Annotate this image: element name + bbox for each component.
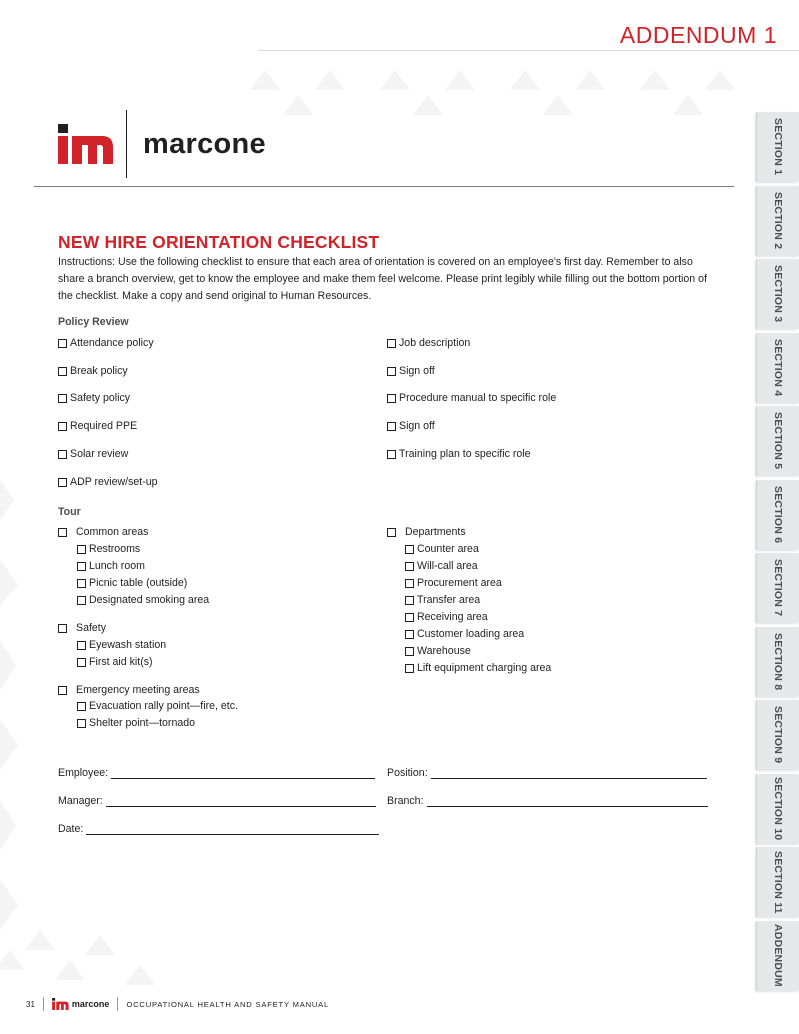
field-label: Manager: [58, 795, 103, 807]
tab-addendum[interactable] [756, 921, 799, 991]
tab-label: SECTION 5 [772, 412, 784, 470]
checkbox[interactable] [405, 562, 414, 571]
group-label: Departments [405, 526, 466, 538]
checkbox[interactable] [387, 367, 396, 376]
item-label: Receiving area [417, 611, 488, 623]
tour-heading: Tour [58, 506, 81, 518]
checkbox[interactable] [387, 422, 396, 431]
tab-section-3[interactable] [756, 259, 799, 329]
footer-divider [117, 997, 118, 1011]
tab-section-8[interactable] [756, 627, 799, 697]
item-label: Warehouse [417, 645, 471, 657]
item-label: Procedure manual to specific role [399, 392, 557, 404]
item-label: Sign off [399, 420, 435, 432]
item-label: Procurement area [417, 577, 502, 589]
position-line[interactable] [431, 767, 707, 779]
tab-label: ADDENDUM [772, 924, 784, 987]
section-tabs [756, 112, 799, 994]
tab-label: SECTION 10 [772, 776, 784, 841]
tab-section-4[interactable] [756, 333, 799, 403]
marcone-m-icon [58, 124, 114, 164]
item-label: Restrooms [89, 543, 141, 555]
employee-field[interactable] [58, 767, 375, 779]
checklist-item[interactable] [405, 577, 502, 589]
date-line[interactable] [86, 823, 379, 835]
branch-field[interactable] [387, 795, 708, 807]
tab-label: SECTION 7 [772, 559, 784, 617]
checklist-item[interactable] [405, 594, 480, 606]
checklist-item[interactable] [77, 560, 145, 572]
checklist-group-departments[interactable] [387, 526, 466, 538]
marcone-m-icon [52, 998, 69, 1010]
checkbox[interactable] [77, 562, 86, 571]
checklist-item[interactable] [405, 611, 488, 623]
tab-label: SECTION 9 [772, 706, 784, 764]
checklist-group-common-areas[interactable] [58, 526, 148, 538]
checklist-item[interactable] [405, 543, 479, 555]
checklist-item[interactable] [77, 700, 238, 712]
item-label: Break policy [70, 365, 128, 377]
footer-wordmark: marcone [71, 999, 110, 1009]
checkbox[interactable] [405, 579, 414, 588]
instructions-text: Instructions: Use the following checklist to ensure that each area of orientation is covered on an employee's first day. Remember to also share a branch overview, get to know the employee and make them feel welcome. Please print legibly while filling out the bottom portion of the checklist. Make a copy and send original to Human Resources. [58, 256, 707, 303]
checkbox[interactable] [405, 647, 414, 656]
tab-label: SECTION 6 [772, 485, 784, 544]
checklist-item[interactable] [387, 365, 435, 377]
checkbox[interactable] [77, 641, 86, 650]
employee-line[interactable] [111, 767, 375, 779]
field-label: Branch: [387, 795, 424, 807]
page-footer [26, 996, 329, 1012]
item-label: First aid kit(s) [89, 656, 153, 668]
checklist-item[interactable] [77, 543, 140, 555]
tab-label: SECTION 8 [772, 632, 784, 691]
item-label: Counter area [417, 543, 479, 555]
item-label: Required PPE [70, 420, 138, 432]
manager-line[interactable] [106, 795, 376, 807]
policy-review-heading: Policy Review [58, 316, 129, 328]
item-label: Evacuation rally point—fire, etc. [89, 700, 238, 712]
tab-label: SECTION 3 [772, 265, 784, 323]
marcone-logo [58, 110, 266, 178]
checklist-item[interactable] [387, 392, 556, 404]
checklist-item[interactable] [405, 662, 551, 674]
item-label: Lift equipment charging area [417, 662, 552, 674]
branch-line[interactable] [427, 795, 708, 807]
checkbox[interactable] [58, 422, 67, 431]
checklist-item[interactable] [58, 420, 137, 432]
group-label: Common areas [76, 526, 149, 538]
checkbox[interactable] [58, 450, 67, 459]
page-title: NEW HIRE ORIENTATION CHECKLIST [58, 232, 380, 252]
checklist-item[interactable] [387, 337, 470, 349]
checkbox[interactable] [58, 686, 67, 695]
tab-label: SECTION 11 [772, 850, 784, 914]
field-label: Date: [58, 823, 84, 835]
manager-field[interactable] [58, 795, 376, 807]
checkbox[interactable] [405, 545, 414, 554]
item-label: Job description [399, 337, 471, 349]
page-number: 31 [26, 999, 35, 1009]
item-label: ADP review/set-up [70, 476, 158, 488]
checkbox[interactable] [77, 719, 86, 728]
checklist-item[interactable] [77, 577, 187, 589]
field-label: Position: [387, 767, 428, 779]
logo-divider [126, 110, 127, 178]
tab-section-2[interactable] [756, 186, 799, 256]
item-label: Safety policy [70, 392, 131, 404]
header-rule [34, 186, 734, 187]
item-label: Sign off [399, 365, 435, 377]
checklist-item[interactable] [58, 476, 158, 488]
checkbox[interactable] [387, 339, 396, 348]
checkbox[interactable] [77, 702, 86, 711]
checkbox[interactable] [58, 339, 67, 348]
checkbox[interactable] [58, 478, 67, 487]
checklist-group-safety[interactable] [58, 622, 106, 634]
item-label: Transfer area [417, 594, 481, 606]
checkbox[interactable] [387, 394, 396, 403]
top-rule [258, 50, 799, 51]
manual-title: OCCUPATIONAL HEALTH AND SAFETY MANUAL [126, 999, 330, 1009]
item-label: Eyewash station [89, 639, 167, 651]
item-label: Lunch room [89, 560, 145, 572]
checkbox[interactable] [405, 664, 414, 673]
checkbox[interactable] [77, 596, 86, 605]
checklist-item[interactable] [387, 448, 531, 460]
field-label: Employee: [58, 767, 109, 779]
checkbox[interactable] [58, 528, 67, 537]
checkbox[interactable] [58, 394, 67, 403]
checklist-item[interactable] [77, 639, 166, 651]
checklist-item[interactable] [77, 656, 153, 668]
tab-section-10[interactable] [756, 774, 799, 844]
checkbox[interactable] [58, 624, 67, 633]
tab-section-7[interactable] [756, 553, 799, 623]
item-label: Attendance policy [70, 337, 154, 349]
logo-wordmark: marcone [143, 127, 266, 160]
checklist-item[interactable] [405, 628, 524, 640]
checkbox[interactable] [405, 613, 414, 622]
item-label: Will-call area [417, 560, 478, 572]
checkbox[interactable] [387, 450, 396, 459]
checkbox[interactable] [77, 579, 86, 588]
checklist-item[interactable] [405, 645, 471, 657]
item-label: Shelter point—tornado [89, 717, 196, 729]
tab-section-5[interactable] [756, 406, 799, 476]
checklist-item[interactable] [58, 392, 130, 404]
item-label: Customer loading area [417, 628, 525, 640]
checklist-item[interactable] [58, 337, 154, 349]
checklist-item[interactable] [77, 594, 209, 606]
tab-label: SECTION 1 [772, 118, 784, 176]
checkbox[interactable] [77, 658, 86, 667]
footer-divider [43, 997, 44, 1011]
checklist-item[interactable] [387, 420, 435, 432]
checkbox[interactable] [387, 528, 396, 537]
item-label: Designated smoking area [89, 594, 210, 606]
checklist-item[interactable] [58, 448, 128, 460]
item-label: Picnic table (outside) [89, 577, 188, 589]
checklist-item[interactable] [77, 717, 195, 729]
tab-section-1[interactable] [756, 112, 799, 182]
checkbox[interactable] [58, 367, 67, 376]
tab-label: SECTION 2 [772, 191, 784, 250]
item-label: Training plan to specific role [399, 448, 531, 460]
item-label: Solar review [70, 448, 129, 460]
checklist-item[interactable] [405, 560, 478, 572]
checklist-group-emergency[interactable] [58, 684, 200, 696]
position-field[interactable] [387, 767, 707, 779]
checkbox[interactable] [405, 630, 414, 639]
group-label: Safety [76, 622, 107, 634]
tab-section-9[interactable] [756, 700, 799, 770]
tab-label: SECTION 4 [772, 338, 784, 397]
group-label: Emergency meeting areas [76, 684, 200, 696]
tab-section-6[interactable] [756, 480, 799, 550]
checklist-item[interactable] [58, 365, 128, 377]
tab-section-11[interactable] [756, 847, 799, 917]
addendum-title: ADDENDUM 1 [619, 22, 777, 48]
checkbox[interactable] [405, 596, 414, 605]
checkbox[interactable] [77, 545, 86, 554]
date-field[interactable] [58, 823, 379, 835]
